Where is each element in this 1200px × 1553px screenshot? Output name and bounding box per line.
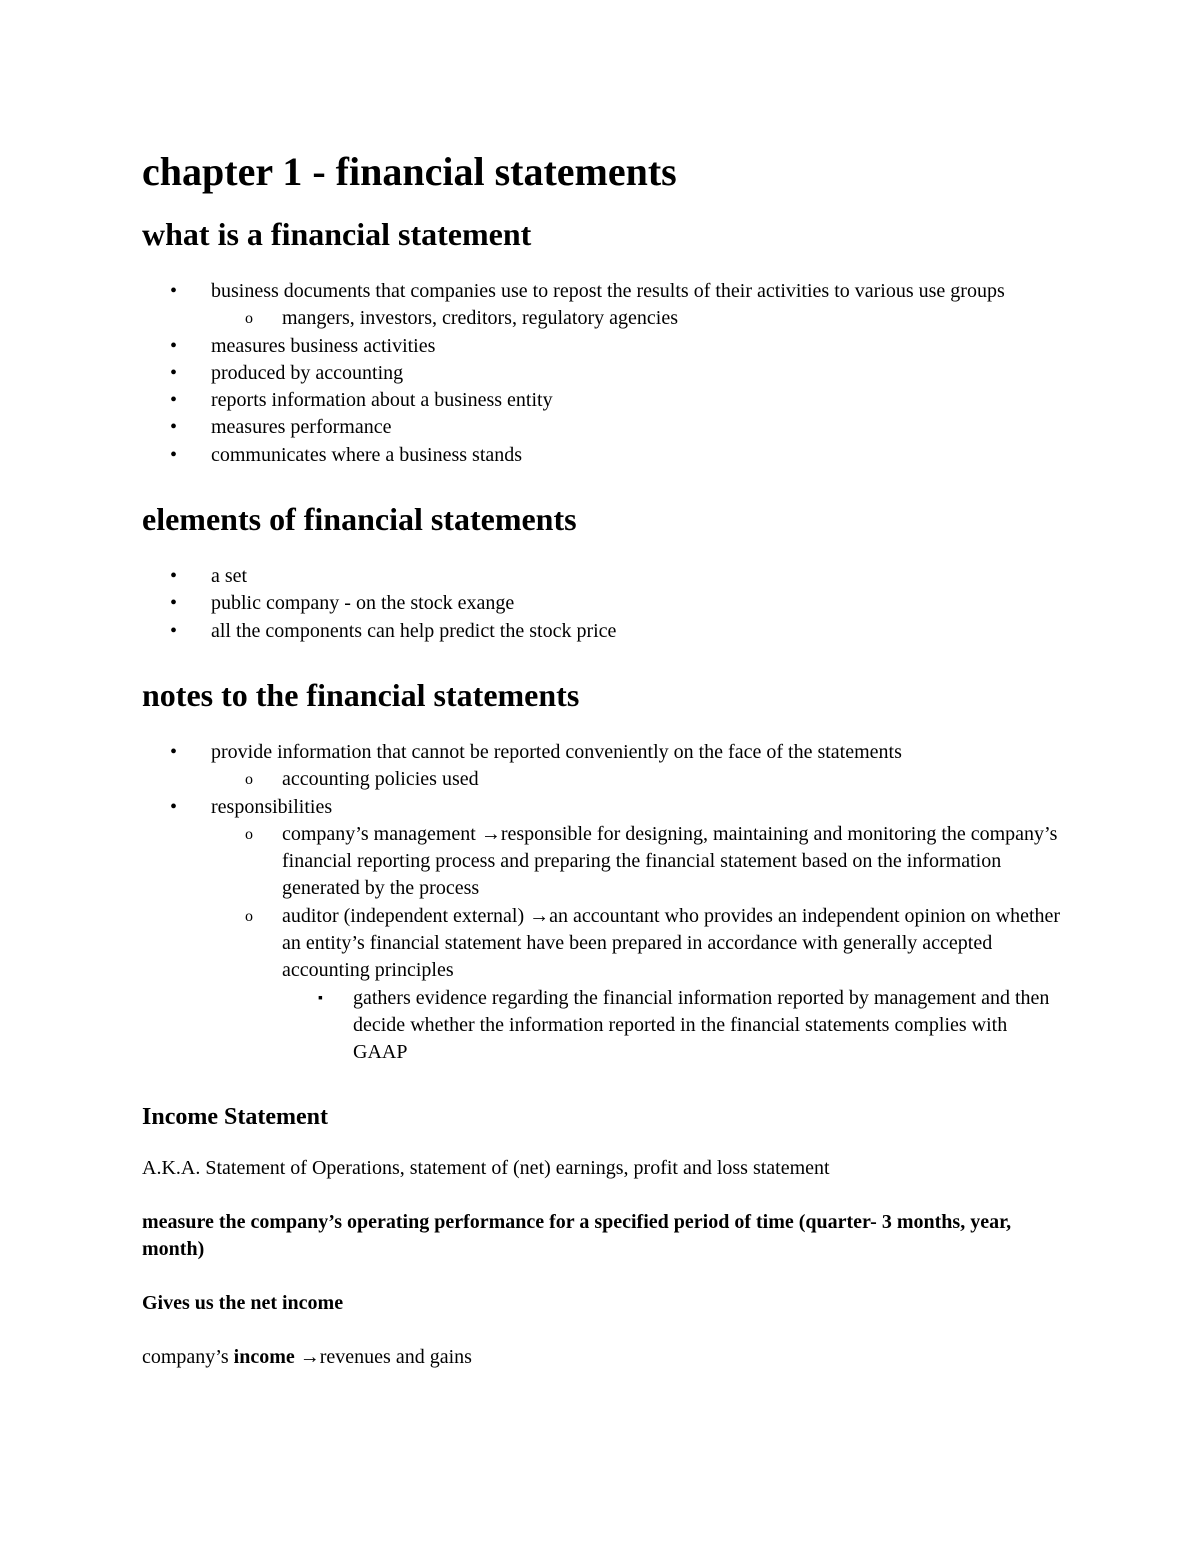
section-heading-notes: notes to the financial statements [142, 676, 580, 713]
list-item: o auditor (independent external) →an accountant who provides an independent opinion on whether an entity’s financial statement have been prepared in accordance with generally accepted accounting principles [245, 904, 1061, 982]
aka-paragraph: A.K.A. Statement of Operations, statement of (net) earnings, profit and loss statement [142, 1156, 830, 1179]
list-item: • all the components can help predict the stock price [142, 618, 1062, 645]
gives-paragraph: Gives us the net income [142, 1291, 344, 1314]
bullet-marker: • [170, 389, 178, 412]
list-elements [142, 563, 1062, 645]
list-item: • produced by accounting [142, 360, 1062, 387]
list-what-is [142, 278, 1062, 469]
bullet-marker: • [170, 619, 178, 642]
sub-bullet-marker: o [245, 771, 253, 789]
bullet-marker: • [170, 361, 178, 384]
list-item: o accounting policies used [142, 766, 1062, 793]
list-item: • public company - on the stock exange [142, 590, 1062, 617]
list-item: • responsibilities [142, 794, 1062, 821]
bullet-marker: • [170, 795, 178, 818]
sub-bullet-marker: o [245, 825, 253, 843]
bullet-marker: • [170, 280, 178, 302]
list-item: • communicates where a business stands [142, 442, 1062, 469]
list-item: • reports information about a business entity [142, 387, 1062, 414]
bullet-marker: • [170, 443, 178, 466]
square-bullet-marker: ▪ [318, 990, 323, 1006]
list-notes [142, 739, 1062, 1067]
bullet-marker: • [170, 334, 178, 357]
list-item: o mangers, investors, creditors, regulatory agencies [142, 305, 1062, 332]
bullet-marker: • [170, 592, 178, 615]
list-item: o company’s management →responsible for designing, maintaining and monitoring the company’s financial reporting process and preparing the financial statement based on the information generated by the process [245, 822, 1058, 900]
section-heading-elements: elements of financial statements [142, 501, 577, 538]
list-item: • business documents that companies use to repost the results of their activities to various use groups [142, 278, 1062, 305]
list-item: ▪ gathers evidence regarding the financial information reported by management and then decide whether the information reported in the financial statements complies with GAAP [318, 986, 1050, 1064]
bullet-marker: • [170, 565, 178, 588]
income-paragraph: company’s income →revenues and gains [142, 1345, 472, 1368]
document-page [142, 148, 1062, 1371]
sub-bullet-marker: o [245, 310, 253, 328]
list-item: • a set [142, 563, 1062, 590]
page-title: chapter 1 - financial statements [142, 149, 677, 194]
bullet-marker: • [170, 740, 178, 763]
sub-bullet-marker: o [245, 907, 253, 925]
list-item: • measures performance [142, 414, 1062, 441]
section-heading-what-is: what is a financial statement [142, 216, 532, 252]
bullet-marker: • [170, 416, 178, 439]
list-item: • measures business activities [142, 333, 1062, 360]
measure-paragraph: measure the company’s operating performance for a specified period of time (quarter- 3 months, year, month) [142, 1210, 1012, 1260]
list-item: • provide information that cannot be reported conveniently on the face of the statements [142, 739, 1062, 766]
income-statement-heading: Income Statement [142, 1103, 328, 1130]
